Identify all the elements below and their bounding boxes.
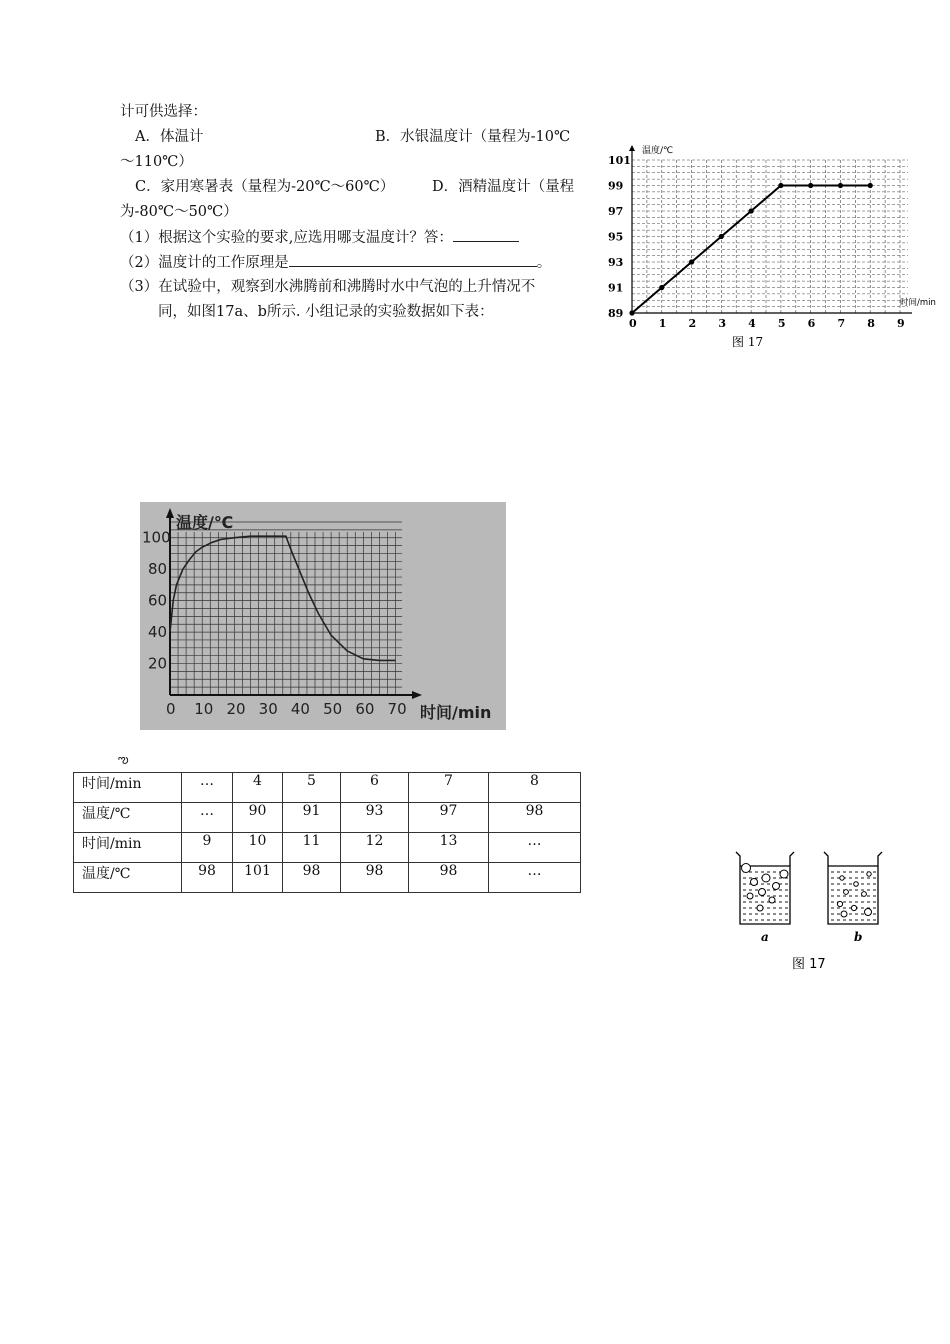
chart1-x-tick: 7 [837,317,846,330]
chart1-x-tick: 0 [629,317,637,330]
answer-blank-1[interactable] [453,227,519,242]
chart1-point [629,310,634,315]
table-cell: 91 [283,803,341,833]
bubble [742,864,751,873]
intro-text: 计可供选择： [120,104,207,120]
option-b-cont: ～110℃） [120,154,193,170]
table-cell: … [489,833,581,863]
chart2-y-tick: 40 [148,623,168,642]
bubble [851,905,856,910]
chart2-y-tick: 100 [142,528,171,547]
option-a: A．体温计 [135,129,204,145]
chart2-tick-labels [142,529,407,718]
chart1-point [838,183,843,188]
bubble [854,882,859,887]
chart2-y-tick: 20 [148,654,168,673]
chart1-point [808,183,813,188]
chart1-x-tick: 4 [748,317,756,330]
chart1-y-tick: 89 [608,307,624,320]
table-cell: 8 [489,773,581,803]
beaker-a-label: a [761,930,769,944]
table-row-header: 温度/℃ [74,803,182,833]
table-row [74,773,581,803]
table-cell: 98 [341,863,409,893]
bubble [867,872,871,876]
beaker-b [824,852,882,924]
bubble [844,890,849,895]
question-3-line1: （3）在试验中，观察到水沸腾前和沸腾时水中气泡的上升情况不 [120,279,536,295]
table-cell: 97 [409,803,489,833]
beaker-outline [824,852,882,924]
table-cell: 11 [283,833,341,863]
beakers-caption: 图 17 [792,957,826,972]
bubble [841,911,847,917]
chart2-x-tick: 70 [387,700,407,718]
chart1-point [749,208,754,213]
chart2-x-tick: 10 [194,700,214,718]
chart2-x-arrow [412,691,422,699]
table-cell: … [489,863,581,893]
table-cell: 7 [409,773,489,803]
chart1-y-tick: 97 [608,205,624,218]
question-3-line2: 同，如图17a、b所示. 小组记录的实验数据如下表： [158,304,494,320]
chart1-x-tick: 5 [777,317,786,330]
option-d: D．酒精温度计（量程 [432,179,575,195]
chart2-ylabel: 温度/℃ [176,513,234,532]
chart1-caption: 图 17 [732,335,764,349]
chart1-x-tick: 1 [658,317,667,330]
table-row [74,863,581,893]
question-2 [120,252,551,273]
table-cell: 6 [341,773,409,803]
bubble [747,893,753,899]
chart1-point [868,183,873,188]
beaker-outline [736,852,794,924]
table-row-header: 时间/min [74,773,182,803]
table-row [74,803,581,833]
chart2-y-tick: 80 [148,560,168,579]
chart1-ylabel: 温度/℃ [642,146,674,156]
table-cell: … [182,803,233,833]
chart1-point [778,183,783,188]
chart1-x-tick: 2 [688,317,697,330]
bubble [757,905,763,911]
chart2-x-tick: 60 [355,700,375,718]
chart2-x-tick: 40 [290,700,310,718]
bubble [780,870,788,878]
table-cell: 4 [233,773,283,803]
beaker-b-label: b [854,930,863,944]
chart2-grid [170,522,402,695]
chart1-x-tick: 8 [867,317,875,330]
chart2-x-tick: 50 [323,700,343,718]
bubble [840,876,844,880]
bubble [865,909,872,916]
decorative-mark-icon: ఌ [118,752,129,766]
bubble [862,892,867,897]
chart1-xlabel: 时间/min [900,298,936,308]
table-row [74,833,581,863]
option-d-cont: 为-80℃～50℃） [120,204,238,220]
beakers-figure [728,848,898,978]
bubble [769,897,775,903]
chart2-x-tick: 30 [258,700,278,718]
chart2-x-tick: 20 [226,700,246,718]
table-cell: 9 [182,833,233,863]
bubble [837,901,842,906]
chart2-y-tick: 60 [148,591,168,610]
table-cell: … [182,773,233,803]
chart1-x-tick: 3 [718,317,726,330]
bubble [759,889,766,896]
table-row-header: 温度/℃ [74,863,182,893]
data-table [73,772,581,893]
table-cell: 98 [489,803,581,833]
table-cell: 10 [233,833,283,863]
table-cell: 98 [182,863,233,893]
heating-curve-chart [608,143,942,353]
bubble [762,874,770,882]
chart1-point [719,234,724,239]
table-cell: 12 [341,833,409,863]
chart1-x-tick: 6 [807,317,816,330]
chart1-y-tick: 95 [608,230,624,244]
option-b: B．水银温度计（量程为-10℃ [375,129,571,145]
heating-cooling-chart [140,502,506,730]
chart1-y-tick: 93 [608,256,624,269]
question-2-end: 。 [536,255,552,271]
question-1-text: （1）根据这个实验的要求,应选用哪支温度计？答： [120,230,453,246]
bubble [773,883,780,890]
chart2-x-tick: 0 [166,700,176,718]
chart1-point [659,285,664,290]
answer-blank-2[interactable] [289,252,537,267]
chart2-xlabel: 时间/min [420,703,492,722]
chart1-tick-labels [608,154,905,330]
table-cell: 5 [283,773,341,803]
chart1-y-tick: 101 [608,154,631,167]
chart1-y-tick: 91 [608,281,624,295]
chart1-point [689,259,694,264]
chart1-x-tick: 9 [897,317,905,330]
question-2-text: （2）温度计的工作原理是 [120,255,289,271]
chart2-y-arrow [166,508,174,518]
table-cell: 93 [341,803,409,833]
table-cell: 98 [283,863,341,893]
table-cell: 13 [409,833,489,863]
chart1-y-tick: 99 [608,179,624,193]
chart1-grid [632,160,908,313]
table-cell: 101 [233,863,283,893]
option-c: C．家用寒暑表（量程为-20℃～60℃） [135,179,395,195]
chart1-y-arrow [629,145,635,151]
table-cell: 98 [409,863,489,893]
table-row-header: 时间/min [74,833,182,863]
heating-cooling-chart-panel [140,502,506,730]
chart2-axes [166,508,422,699]
beaker-a [736,852,794,924]
question-1 [120,227,519,248]
table-cell: 90 [233,803,283,833]
bubble [751,879,758,886]
